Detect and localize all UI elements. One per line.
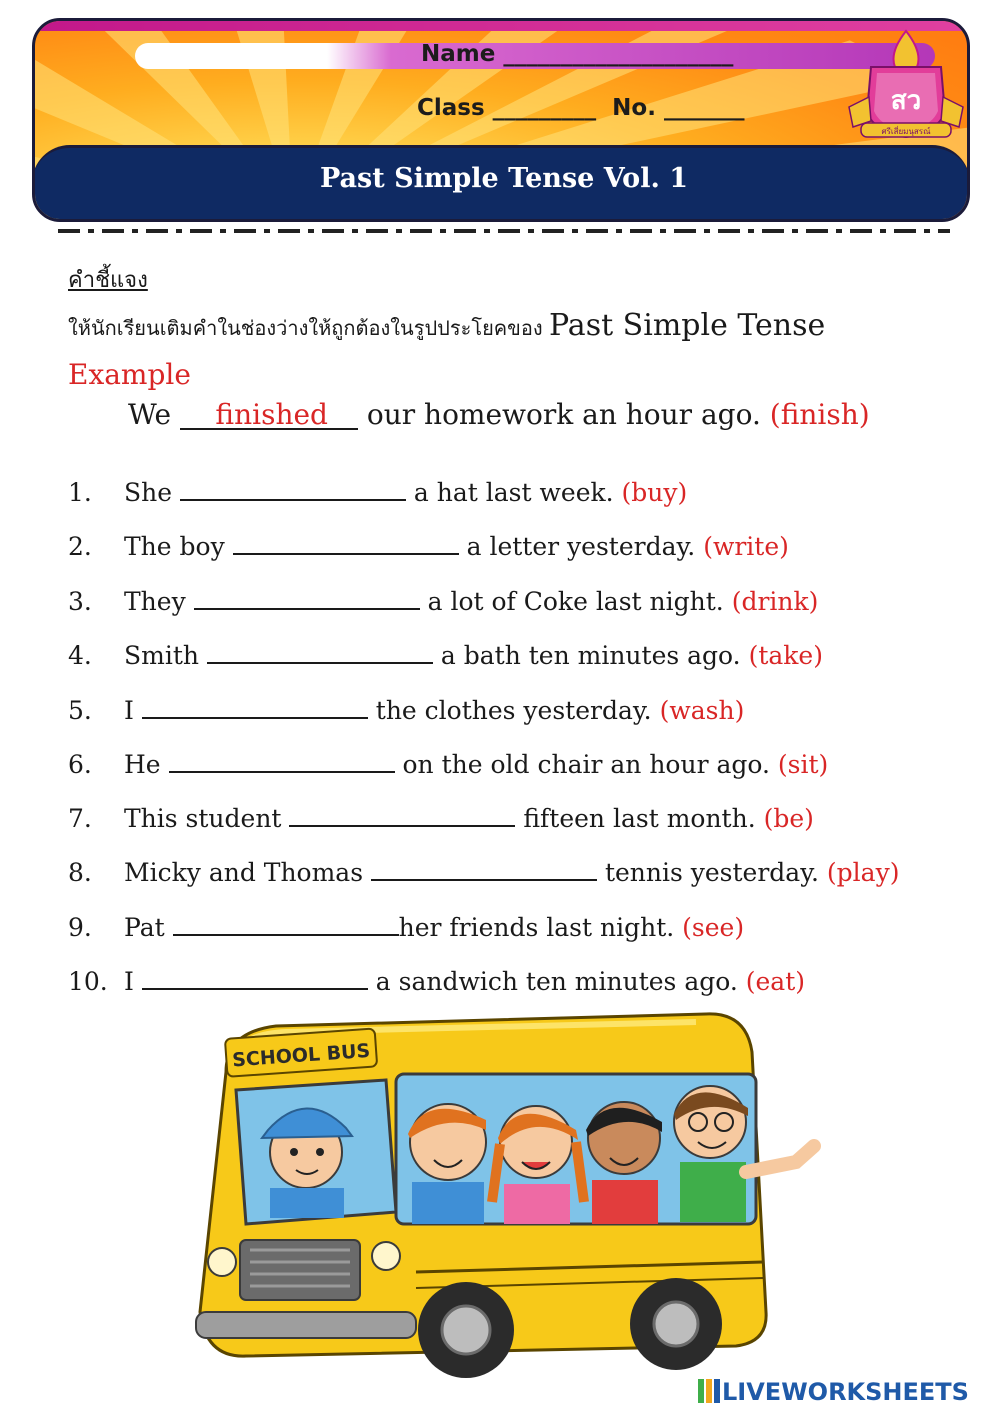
example-after: our homework an hour ago. bbox=[357, 398, 770, 431]
item-verb: (wash) bbox=[659, 696, 745, 725]
item-verb: (eat) bbox=[745, 967, 805, 996]
item-after: a letter yesterday. bbox=[458, 532, 704, 561]
answer-blank[interactable] bbox=[207, 644, 433, 664]
answer-blank[interactable] bbox=[142, 699, 368, 719]
item-number: 8. bbox=[68, 858, 92, 887]
item-number: 10. bbox=[68, 967, 108, 996]
item-before: Smith bbox=[124, 641, 207, 670]
item-verb: (sit) bbox=[777, 750, 829, 779]
instructions-heading: คำชี้แจง bbox=[68, 268, 148, 293]
item-before: This student bbox=[124, 804, 290, 833]
answer-blank[interactable] bbox=[173, 916, 399, 936]
item-after: a bath ten minutes ago. bbox=[432, 641, 749, 670]
example-before: We bbox=[128, 398, 180, 431]
example-answer: finished bbox=[180, 402, 358, 430]
list-item bbox=[68, 913, 744, 942]
item-verb: (write) bbox=[703, 532, 789, 561]
item-number: 1. bbox=[68, 478, 92, 507]
school-bus-illustration bbox=[186, 1012, 826, 1392]
item-before: They bbox=[124, 587, 194, 616]
footer-brand: LIVEWORKSHEETS bbox=[722, 1378, 969, 1406]
list-item bbox=[68, 967, 805, 996]
list-item bbox=[68, 858, 899, 887]
item-verb: (drink) bbox=[731, 587, 819, 616]
dashed-divider bbox=[58, 229, 950, 233]
answer-blank[interactable] bbox=[180, 481, 406, 501]
liveworksheets-mark-icon bbox=[698, 1379, 720, 1403]
item-before: The boy bbox=[124, 532, 233, 561]
item-after: a lot of Coke last night. bbox=[419, 587, 732, 616]
item-after: fifteen last month. bbox=[515, 804, 764, 833]
item-number: 4. bbox=[68, 641, 92, 670]
worksheet-title: Past Simple Tense Vol. 1 bbox=[319, 163, 689, 194]
item-after: on the old chair an hour ago. bbox=[394, 750, 778, 779]
item-number: 3. bbox=[68, 587, 92, 616]
item-before: She bbox=[124, 478, 180, 507]
list-item bbox=[68, 587, 818, 616]
example-sentence bbox=[128, 398, 870, 431]
front-wheel bbox=[418, 1282, 514, 1378]
item-before: I bbox=[124, 696, 142, 725]
item-after: a hat last week. bbox=[405, 478, 622, 507]
item-verb: (take) bbox=[748, 641, 823, 670]
item-number: 2. bbox=[68, 532, 92, 561]
emblem-motto: ศรีเสี่ยมนุสรณ์ bbox=[881, 127, 931, 136]
item-after: tennis yesterday. bbox=[597, 858, 827, 887]
item-before: He bbox=[124, 750, 169, 779]
list-item bbox=[68, 641, 823, 670]
bus-sign: SCHOOL BUS bbox=[231, 1039, 371, 1072]
item-verb: (buy) bbox=[621, 478, 688, 507]
instructions-text bbox=[68, 308, 825, 344]
list-item bbox=[68, 478, 687, 507]
answer-blank[interactable] bbox=[194, 590, 420, 610]
item-number: 9. bbox=[68, 913, 92, 942]
item-before: Pat bbox=[124, 913, 173, 942]
instructions-thai: ให้นักเรียนเติมคำในช่องว่างให้ถูกต้องในรูปประโยคของ bbox=[68, 316, 549, 340]
top-stripe bbox=[35, 21, 967, 31]
kid-1 bbox=[408, 1104, 486, 1224]
item-verb: (see) bbox=[682, 913, 745, 942]
liveworksheets-logo bbox=[698, 1378, 969, 1406]
answer-blank[interactable] bbox=[142, 970, 368, 990]
rear-wheel bbox=[630, 1278, 722, 1370]
list-item bbox=[68, 696, 744, 725]
item-number: 5. bbox=[68, 696, 92, 725]
instructions-english: Past Simple Tense bbox=[548, 308, 826, 343]
list-item bbox=[68, 750, 828, 779]
item-after: the clothes yesterday. bbox=[367, 696, 660, 725]
item-after: a sandwich ten minutes ago. bbox=[367, 967, 746, 996]
answer-blank[interactable] bbox=[289, 807, 515, 827]
item-after: her friends last night. bbox=[398, 913, 683, 942]
example-label: Example bbox=[68, 358, 191, 391]
item-verb: (play) bbox=[826, 858, 900, 887]
item-verb: (be) bbox=[763, 804, 814, 833]
item-before: Micky and Thomas bbox=[124, 858, 371, 887]
item-number: 6. bbox=[68, 750, 92, 779]
answer-blank[interactable] bbox=[169, 753, 395, 773]
answer-blank[interactable] bbox=[233, 535, 459, 555]
class-field[interactable]: Class _________ No. _______ bbox=[417, 95, 745, 121]
emblem-text: สว bbox=[890, 86, 922, 116]
list-item bbox=[68, 804, 814, 833]
kid-3 bbox=[586, 1102, 662, 1224]
item-number: 7. bbox=[68, 804, 92, 833]
answer-blank[interactable] bbox=[371, 861, 597, 881]
example-verb: (finish) bbox=[769, 398, 870, 431]
item-before: I bbox=[124, 967, 142, 996]
name-field[interactable]: Name ____________________ bbox=[421, 41, 734, 67]
school-emblem-icon bbox=[847, 27, 965, 145]
header-banner bbox=[32, 18, 970, 222]
list-item bbox=[68, 532, 789, 561]
